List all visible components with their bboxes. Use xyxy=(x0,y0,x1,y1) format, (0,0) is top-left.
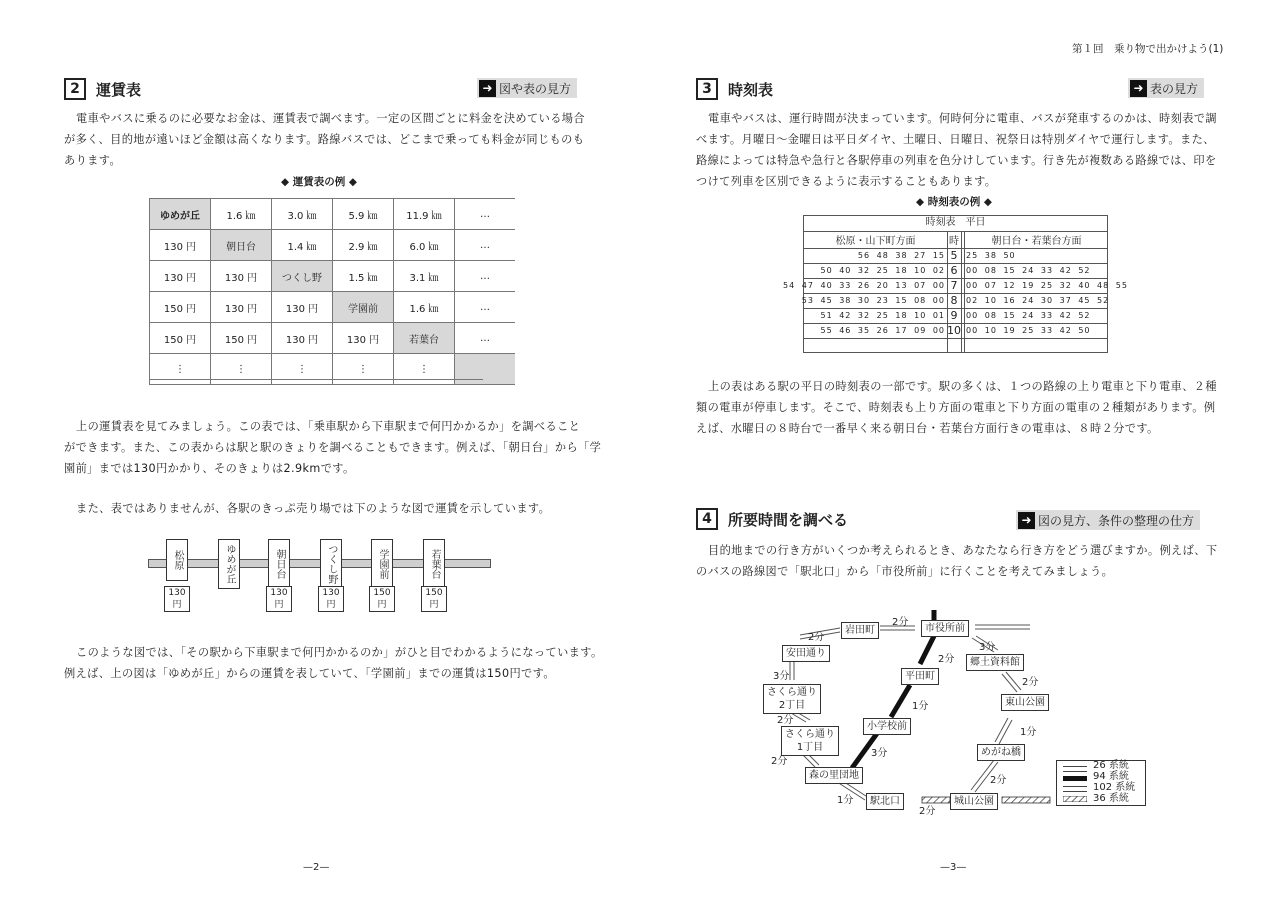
station-fare-label: 130円 xyxy=(266,586,292,612)
arrow-right-icon: ➜ xyxy=(479,80,496,97)
timetable-hour-header: 時 xyxy=(949,236,959,247)
section2-para4: このような図では、「その駅から下車駅まで何円かかるのか」がひと目でわかるようになっています。 例えば、上の図は「ゆめが丘」からの運賃を表していて、「学園前」までの運賃は150円です。 xyxy=(64,646,603,680)
timetable-right-times: 00 07 12 19 25 32 40 48 55 xyxy=(966,281,1128,290)
fare-table-cell: 若葉台 xyxy=(394,323,455,354)
fare-table-cell: 130 円 xyxy=(150,261,211,292)
station-fare-label: 150円 xyxy=(421,586,447,612)
travel-time-label: 1分 xyxy=(1020,727,1037,738)
fare-table-cell: 150 円 xyxy=(150,323,211,354)
timetable-hour: 7 xyxy=(950,279,958,292)
fare-table-row xyxy=(150,230,516,261)
bus-stop-shogakko: 小学校前 xyxy=(863,718,911,735)
timetable-left-times: 50 40 32 25 18 10 02 xyxy=(820,266,945,275)
timetable-row xyxy=(804,323,1107,339)
bus-stop-iwata: 岩田町 xyxy=(841,622,879,639)
timetable-row xyxy=(801,293,1110,309)
fare-table-cell: 3.0 ㎞ xyxy=(272,199,333,230)
section2-intro: 電車やバスに乗るのに必要なお金は、運賃表で調べます。一定の区間ごとに料金を決めている場合 が多く、目的地が遠いほど金額は高くなります。路線バスでは、どこまで乗っても料金が同じものも あります。 xyxy=(64,112,585,167)
travel-time-label: 3分 xyxy=(871,748,888,759)
travel-time-label: 2分 xyxy=(777,715,794,726)
fare-table-cell: 150 円 xyxy=(150,292,211,323)
fare-table-cell: ⋮ xyxy=(272,354,333,385)
section-number: 2 xyxy=(64,78,86,100)
fare-table-cell: 1.6 ㎞ xyxy=(394,292,455,323)
bus-stop-megane: めがね橋 xyxy=(977,744,1025,761)
bus-stop-kyodo: 郷土資料館 xyxy=(966,654,1024,671)
page-number-right: —3— xyxy=(940,862,967,873)
section3-intro: 電車やバスは、運行時間が決まっています。何時何分に電車、バスが発車するのかは、時刻表で調 べます。月曜日〜金曜日は平日ダイヤ、土曜日、日曜日、祝祭日は特別ダイヤで運行します。また、 路線によっては特急や急行と各駅停車の列車を色分けしています。行き先が複数ある路線では、印を つけて列車を区別できるように表示することもあります。 xyxy=(696,112,1217,188)
travel-time-label: 2分 xyxy=(771,756,788,767)
fare-table-cell: … xyxy=(455,292,516,323)
section4-tag: ➜ 図の見方、条件の整理の仕方 xyxy=(1016,510,1200,530)
timetable-hour: 8 xyxy=(950,294,958,307)
section3-para2: 上の表はある駅の平日の時刻表の一部です。駅の多くは、１つの路線の上り電車と下り電車、２種 類の電車が停車します。そこで、時刻表も上り方面の電車と下り方面の電車の２種類があります。例 えば、水曜日の８時台で一番早く来る朝日台・若葉台方面行きの電車は、８時２分です。 xyxy=(696,380,1217,435)
bus-stop-yasuda: 安田通り xyxy=(782,645,830,662)
fare-table-cell: ゆめが丘 xyxy=(150,199,211,230)
station-box: 学園前 xyxy=(371,539,393,589)
travel-time-label: 1分 xyxy=(912,701,929,712)
bus-stop-higashiyama: 東山公園 xyxy=(1001,694,1049,711)
travel-time-label: 1分 xyxy=(837,795,854,806)
legend-36-swatch xyxy=(1063,796,1087,802)
fare-table-cell: 朝日台 xyxy=(211,230,272,261)
fare-table xyxy=(149,198,515,385)
fare-table-cell: 130 円 xyxy=(333,323,394,354)
section2-heading xyxy=(64,78,141,100)
station-box: ゆめが丘 xyxy=(218,539,240,589)
fare-table-cell: 1.6 ㎞ xyxy=(211,199,272,230)
arrow-right-icon: ➜ xyxy=(1130,80,1147,97)
timetable-hour: 6 xyxy=(950,264,958,277)
fare-table-cell: ⋮ xyxy=(211,354,272,385)
fare-table-cell: 130 円 xyxy=(211,292,272,323)
timetable-left-header: 松原・山下町方面 xyxy=(835,236,916,247)
timetable-right-header: 朝日台・若葉台方面 xyxy=(991,236,1082,247)
bus-stop-ekikita: 駅北口 xyxy=(866,793,904,810)
timetable-hour: 5 xyxy=(950,249,958,262)
timetable-hour: 9 xyxy=(950,309,958,322)
travel-time-label: 2分 xyxy=(892,617,909,628)
section3-heading xyxy=(696,78,773,100)
route-36-line xyxy=(1002,797,1050,803)
bus-stop-sakura1: さくら通り 1丁目 xyxy=(781,726,839,756)
timetable-caption: ◆ 時刻表の例 ◆ xyxy=(916,196,992,208)
fare-table-cell: 5.9 ㎞ xyxy=(333,199,394,230)
fare-table-cell: 2.9 ㎞ xyxy=(333,230,394,261)
fare-table-cell: ⋮ xyxy=(333,354,394,385)
timetable-right-times: 25 38 50 xyxy=(966,251,1016,260)
travel-time-label: 2分 xyxy=(919,806,936,817)
fare-table-cell: ⋮ xyxy=(150,354,211,385)
bus-stop-shiyakusho: 市役所前 xyxy=(921,620,969,637)
timetable-row xyxy=(783,278,1128,294)
section4-intro: 目的地までの行き方がいくつか考えられるとき、あなたなら行き方をどう選びますか。例えば、下 のバスの路線図で「駅北口」から「市役所前」に行くことを考えてみましょう。 xyxy=(696,544,1218,578)
fare-table-cell: … xyxy=(455,230,516,261)
section-number: 4 xyxy=(696,508,718,530)
station-box: 朝日台 xyxy=(268,539,290,589)
fare-table-row xyxy=(150,292,516,323)
legend-102-swatch xyxy=(1063,786,1087,792)
travel-time-label: 2分 xyxy=(990,775,1007,786)
section2-para2: 上の運賃表を見てみましょう。この表では、「乗車駅から下車駅まで何円かかるか」を調べること ができます。また、この表からは駅と駅のきょりを調べることもできます。例えば、「朝日台」から「学 園前」までは130円かかり、そのきょりは2.9kmです。 xyxy=(64,420,602,475)
travel-time-label: 2分 xyxy=(1022,677,1039,688)
station-fare-label: 130円 xyxy=(164,586,190,612)
timetable-row xyxy=(804,248,1107,264)
station-fare-label: 130円 xyxy=(318,586,344,612)
section2-para3: また、表ではありませんが、各駅のきっぷ売り場では下のような図で運賃を示しています。 xyxy=(76,502,551,515)
station-box: つくし野 xyxy=(320,539,342,589)
section-title: 時刻表 xyxy=(728,80,774,99)
station-box: 松原 xyxy=(166,539,188,581)
timetable-left-times: 53 45 38 30 23 15 08 00 xyxy=(801,296,945,305)
fare-table-cell: 130 円 xyxy=(150,230,211,261)
timetable-left-times: 55 46 35 26 17 09 00 xyxy=(820,326,945,335)
station-box: 若葉台 xyxy=(423,539,445,589)
timetable-row xyxy=(804,308,1107,324)
section4-heading xyxy=(696,508,848,530)
section-title: 所要時間を調べる xyxy=(728,510,849,529)
section3-tag: ➜ 表の見方 xyxy=(1128,78,1204,98)
fare-table-cell: … xyxy=(455,261,516,292)
fare-table-caption: ◆ 運賃表の例 ◆ xyxy=(281,176,357,188)
section2-tag: ➜ 図や表の見方 xyxy=(477,78,577,98)
travel-time-label: 2分 xyxy=(938,654,955,665)
page-number-left: —2— xyxy=(303,862,330,873)
route-legend: 26 系統 94 系統 102 系統 36 系統 xyxy=(1056,760,1146,806)
fare-table-cell: 1.5 ㎞ xyxy=(333,261,394,292)
running-title: 第１回 乗り物で出かけよう(1) xyxy=(1072,43,1224,55)
bus-stop-shiroyama: 城山公園 xyxy=(950,793,998,810)
fare-table-cell: 130 円 xyxy=(272,292,333,323)
legend-94-swatch xyxy=(1063,776,1087,781)
fare-table-bottom xyxy=(149,379,483,380)
fare-table-cell: … xyxy=(455,199,516,230)
timetable-row xyxy=(804,263,1107,279)
section-number: 3 xyxy=(696,78,718,100)
fare-table-cell: … xyxy=(455,323,516,354)
fare-table-cell: 学園前 xyxy=(333,292,394,323)
timetable xyxy=(783,215,1128,353)
travel-time-label: 2分 xyxy=(808,632,825,643)
bus-stop-hirata: 平田町 xyxy=(901,668,939,685)
travel-time-label: 3分 xyxy=(979,642,996,653)
fare-table-cell: 11.9 ㎞ xyxy=(394,199,455,230)
section-title: 運賃表 xyxy=(96,80,142,99)
legend-26-swatch xyxy=(1063,766,1087,772)
fare-table-cell: 1.4 ㎞ xyxy=(272,230,333,261)
timetable-right-times: 02 10 16 24 30 37 45 52 xyxy=(966,296,1110,305)
timetable-title: 時刻表 平日 xyxy=(925,217,986,228)
arrow-right-icon: ➜ xyxy=(1018,512,1035,529)
fare-table-row xyxy=(150,261,516,292)
station-fare-label: 150円 xyxy=(369,586,395,612)
timetable-hour: 10 xyxy=(947,324,961,337)
fare-table-cell: 6.0 ㎞ xyxy=(394,230,455,261)
fare-table-cell: ⋮ xyxy=(394,354,455,385)
fare-table-row xyxy=(150,323,516,354)
timetable-right-times: 00 08 15 24 33 42 52 xyxy=(966,266,1091,275)
travel-time-label: 3分 xyxy=(773,671,790,682)
fare-table-cell: 150 円 xyxy=(211,323,272,354)
fare-table-cell: 130 円 xyxy=(272,323,333,354)
fare-table-cell: つくし野 xyxy=(272,261,333,292)
timetable-left-times: 51 42 32 25 18 10 01 xyxy=(820,311,945,320)
timetable-left-times: 56 48 38 27 15 xyxy=(857,251,945,260)
timetable-left-times: 54 47 40 33 26 20 13 07 00 xyxy=(783,281,945,290)
fare-table-cell: 3.1 ㎞ xyxy=(394,261,455,292)
timetable-right-times: 00 10 19 25 33 42 50 xyxy=(966,326,1091,335)
bus-stop-morinosato: 森の里団地 xyxy=(805,767,863,784)
bus-stop-sakura2: さくら通り 2丁目 xyxy=(763,684,821,714)
fare-table-cell: 130 円 xyxy=(211,261,272,292)
timetable-right-times: 00 08 15 24 33 42 52 xyxy=(966,311,1091,320)
fare-table-row xyxy=(150,199,516,230)
